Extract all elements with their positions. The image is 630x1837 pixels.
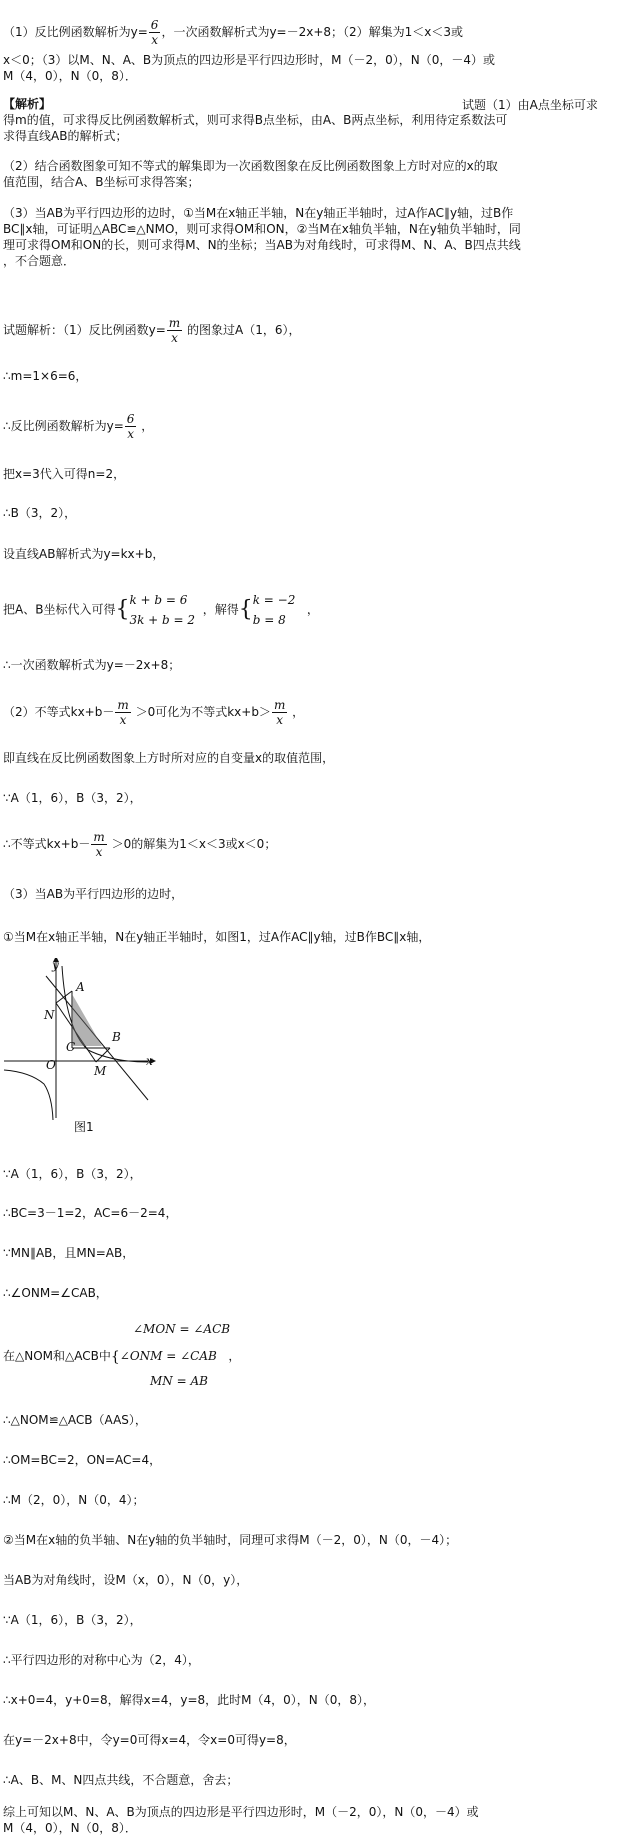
text: ∴不等式kx+b－	[3, 837, 91, 851]
brace: {	[110, 1348, 120, 1365]
solution-line: ∴BC=3－1=2，AC=6－2=4，	[3, 1206, 178, 1220]
solution-line: ∴m=1×6=6，	[3, 369, 88, 383]
numerator: m	[168, 316, 181, 330]
analysis-p1-line3: 求得直线AB的解析式；	[3, 129, 128, 143]
congruence-condition-3: MN = AB	[150, 1374, 208, 1388]
denominator: x	[119, 713, 127, 727]
text: ＞0的解集为1＜x＜3或x＜0；	[111, 837, 277, 851]
hyperbola-q3	[4, 1070, 53, 1120]
solution-line: 综上可知以M、N、A、B为顶点的四边形是平行四边形时，M（－2，0），N（0，－4）或	[3, 1805, 479, 1819]
segment-mb	[96, 1048, 110, 1062]
equation-system	[129, 590, 195, 630]
solution-line: ∵MN∥AB，且MN=AB，	[3, 1246, 135, 1260]
solution-line: ∴△NOM≌△ACB（AAS），	[3, 1413, 147, 1427]
answer-text: ，一次函数解析式为y=－2x+8；（2）解集为1＜x＜3或	[161, 25, 464, 39]
fig-label-o: O	[46, 1058, 56, 1072]
fig-label-b: B	[112, 1030, 121, 1044]
solution-line: ∴一次函数解析式为y=－2x+8；	[3, 658, 181, 672]
solution-line: ∴x+0=4，y+0=8，解得x=4，y=8，此时M（4，0），N（0，8），	[3, 1693, 376, 1707]
answer-text: （1）反比例函数解析为y=	[3, 25, 148, 39]
solution-line	[3, 698, 304, 727]
numerator: 6	[150, 18, 159, 32]
brace: {	[115, 597, 130, 622]
segment-na	[56, 991, 72, 1003]
numerator: 6	[126, 412, 135, 426]
solution-line	[3, 590, 319, 630]
solution-line: ∴OM=BC=2，ON=AC=4，	[3, 1453, 162, 1467]
analysis-heading: 【解析】	[3, 97, 52, 111]
equation: k + b = 6	[129, 593, 188, 607]
answer-line-3: M（4，0），N（0，8）．	[3, 69, 137, 83]
solution-line: M（4，0），N（0，8）．	[3, 1821, 137, 1835]
text: ，	[141, 419, 154, 433]
analysis-p2-line1: （2）结合函数图象可知不等式的解集即为一次函数图象在反比例函数图象上方时对应的x的取	[3, 159, 498, 173]
solution-line: ∴∠ONM=∠CAB，	[3, 1286, 108, 1300]
solution-line: ①当M在x轴正半轴，N在y轴正半轴时，如图1，过A作AC∥y轴，过B作BC∥x轴，	[3, 930, 431, 944]
brace: {	[238, 597, 253, 622]
solution-line: 把x=3代入可得n=2，	[3, 467, 126, 481]
denominator: x	[127, 427, 134, 441]
fig-label-a: A	[76, 980, 85, 994]
equation: b = 8	[252, 613, 286, 627]
denominator: x	[171, 331, 178, 345]
denominator: x	[276, 713, 284, 727]
analysis-p3-line4: ，不合题意．	[3, 254, 76, 268]
numerator: m	[93, 830, 105, 844]
text: ，	[306, 602, 319, 617]
analysis-p3-line1: （3）当AB为平行四边形的边时，①当M在x轴正半轴，N在y轴正半轴时，过A作AC∥y轴，过B作	[3, 206, 514, 220]
fig-label-c: C	[66, 1040, 76, 1054]
congruence-condition-2: ∠ONM = ∠CAB	[119, 1349, 217, 1363]
text: ，	[228, 1349, 241, 1363]
answer-line-1	[3, 18, 463, 47]
text: 试题解析：（1）反比例函数y=	[3, 323, 166, 337]
analysis-p1-right: 试题（1）由A点坐标可求	[462, 98, 598, 112]
figure-1	[0, 958, 170, 1128]
text: （2）不等式kx+b－	[3, 705, 115, 719]
analysis-p3-line2: BC∥x轴，可证明△ABC≌△NMO，则可求得OM和ON，②当M在x轴负半轴，N在y轴负半轴时，同	[3, 222, 521, 236]
fraction	[272, 698, 287, 727]
text: ，	[292, 705, 305, 719]
analysis-p3-line3: 理可求得OM和ON的长，则可求得M、N的坐标；当AB为对角线时，可求得M、N、A、B四点共线	[3, 238, 521, 252]
fraction	[115, 698, 130, 727]
solution-line: 在y=－2x+8中，令y=0可得x=4，令x=0可得y=8，	[3, 1733, 296, 1747]
solution-line: 设直线AB解析式为y=kx+b，	[3, 547, 165, 561]
solution-line: ∵A（1，6），B（3，2），	[3, 791, 142, 805]
analysis-p2-line2: 值范围，结合A、B坐标可求得答案；	[3, 175, 200, 189]
fig-label-x: x	[146, 1054, 153, 1068]
fig-label-n: N	[44, 1008, 55, 1022]
fraction	[167, 316, 182, 345]
solution-line	[3, 316, 301, 345]
solution-line	[3, 412, 153, 441]
fraction	[91, 830, 106, 859]
solution-line: 即直线在反比例函数图象上方时所对应的自变量x的取值范围，	[3, 751, 335, 765]
solution-line: ∴M（2，0），N（0，4）；	[3, 1493, 145, 1507]
fig-label-m: M	[94, 1064, 107, 1078]
numerator: m	[273, 698, 286, 712]
text: 把A、B坐标代入可得	[3, 602, 116, 617]
numerator: m	[117, 698, 129, 712]
fraction	[149, 18, 161, 47]
analysis-p1-line2: 得m的值，可求得反比例函数解析式，则可求得B点坐标，由A、B两点坐标，利用待定系数法可	[3, 113, 508, 127]
equation: 3k + b = 2	[129, 613, 196, 627]
congruence-condition-1: ∠MON = ∠ACB	[133, 1322, 231, 1336]
text: ∴反比例函数解析为y=	[3, 419, 124, 433]
solution-line: ②当M在x轴的负半轴、N在y轴的负半轴时，同理可求得M（－2，0），N（0，－4）；	[3, 1533, 458, 1547]
text: 在△NOM和△ACB中	[3, 1349, 111, 1363]
solution-line: ∴平行四边形的对称中心为（2，4），	[3, 1653, 200, 1667]
text: ＞0可化为不等式kx+b＞	[135, 705, 271, 719]
congruence-line	[3, 1348, 240, 1365]
equation-system	[253, 590, 296, 630]
fig-label-y: y	[52, 958, 59, 972]
solution-line: 当AB为对角线时，设M（x，0），N（0，y），	[3, 1573, 249, 1587]
solution-line	[3, 830, 276, 859]
denominator: x	[95, 845, 103, 859]
solution-line: ∴A、B、M、N四点共线，不合题意，舍去；	[3, 1773, 239, 1787]
equation: k = −2	[252, 593, 296, 607]
solution-line: ∵A（1，6），B（3，2），	[3, 1613, 142, 1627]
answer-line-2: x＜0；（3）以M、N、A、B为顶点的四边形是平行四边形时，M（－2，0），N（0，－4）或	[3, 53, 496, 67]
figure-caption: 图1	[74, 1120, 94, 1134]
text: ，解得	[202, 602, 239, 617]
fraction	[125, 412, 137, 441]
solution-line: （3）当AB为平行四边形的边时，	[3, 887, 184, 901]
solution-line: ∴B（3，2），	[3, 506, 77, 520]
text: 的图象过A（1，6），	[187, 323, 301, 337]
solution-line: ∵A（1，6），B（3，2），	[3, 1167, 142, 1181]
denominator: x	[151, 33, 158, 47]
